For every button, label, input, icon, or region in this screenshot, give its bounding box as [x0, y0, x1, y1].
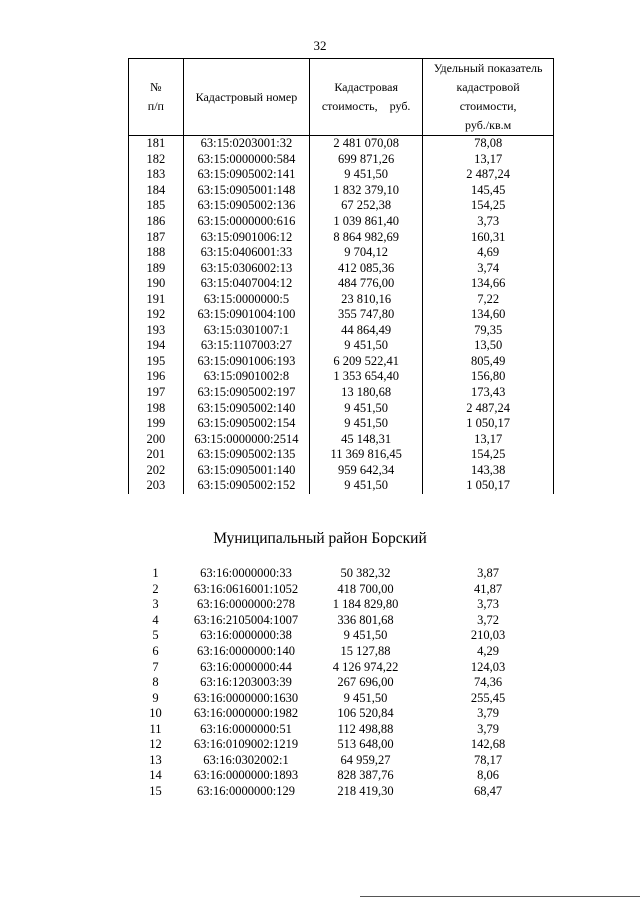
- row-number: 199: [129, 416, 184, 432]
- cadastral-number: 63:15:0000000:2514: [183, 431, 309, 447]
- cadastral-number: 63:15:0306002:13: [183, 260, 309, 276]
- cadastral-number: 63:15:0901006:193: [183, 354, 309, 370]
- header-value-line3: руб.: [389, 99, 411, 113]
- cadastral-number: 63:15:0905002:154: [183, 416, 309, 432]
- header-specific-line4: руб./кв.м: [465, 118, 512, 132]
- cadastral-value: 11 369 816,45: [310, 447, 423, 463]
- table-row: [129, 400, 554, 416]
- specific-indicator: 145,45: [423, 183, 554, 199]
- table-row: [128, 675, 554, 691]
- row-number: 4: [152, 612, 159, 627]
- specific-indicator: 805,49: [423, 354, 554, 370]
- table-row: [129, 369, 554, 385]
- section-title: Муниципальный район Борский: [213, 530, 427, 547]
- table-row: [128, 644, 554, 660]
- table-row: [129, 291, 554, 307]
- row-number: 182: [129, 152, 184, 168]
- specific-indicator: 78,08: [423, 136, 554, 152]
- table-row: [129, 245, 554, 261]
- cadastral-number: 63:16:0000000:51: [200, 721, 292, 736]
- cadastral-number: 63:15:0000000:616: [183, 214, 309, 230]
- cadastral-number: 63:15:0406001:33: [183, 245, 309, 261]
- cadastral-number: 63:16:0000000:38: [200, 628, 292, 643]
- cadastral-value: 44 864,49: [310, 323, 423, 339]
- table-row: [129, 447, 554, 463]
- specific-indicator: 142,68: [470, 737, 506, 752]
- table-row: [128, 706, 554, 722]
- table-row: [129, 478, 554, 494]
- cadastral-number: 63:16:0616001:1052: [193, 581, 299, 596]
- row-number: 203: [129, 478, 184, 494]
- section-table-body: [128, 566, 554, 799]
- table-body: [129, 136, 554, 494]
- specific-indicator: 134,66: [423, 276, 554, 292]
- cadastral-table: [128, 58, 554, 494]
- row-number: 15: [149, 783, 162, 798]
- cadastral-number: 63:15:0905002:141: [183, 167, 309, 183]
- specific-indicator: 41,87: [473, 581, 503, 596]
- row-number: 187: [129, 229, 184, 245]
- table-row: [129, 354, 554, 370]
- row-number: 189: [129, 260, 184, 276]
- header-specific-line1: Удельный показатель: [433, 61, 543, 75]
- cadastral-number: 63:15:0000000:584: [183, 152, 309, 168]
- row-number: 194: [129, 338, 184, 354]
- specific-indicator: 124,03: [470, 659, 506, 674]
- table-row: [128, 628, 554, 644]
- table-row: [128, 737, 554, 753]
- cadastral-value: 267 696,00: [337, 675, 394, 690]
- row-number: 8: [152, 675, 159, 690]
- cadastral-number: 63:15:0407004:12: [183, 276, 309, 292]
- section-table: [128, 566, 554, 799]
- cadastral-value: 828 387,76: [337, 768, 394, 783]
- table-row: [128, 784, 554, 800]
- cadastral-value: 1 353 654,40: [310, 369, 423, 385]
- row-number: 193: [129, 323, 184, 339]
- table-row: [129, 385, 554, 401]
- specific-indicator: 154,25: [423, 447, 554, 463]
- cadastral-number: 63:16:0000000:1982: [193, 706, 299, 721]
- specific-indicator: 1 050,17: [423, 478, 554, 494]
- cadastral-value: 6 209 522,41: [310, 354, 423, 370]
- table-row: [129, 323, 554, 339]
- cadastral-value: 1 039 861,40: [310, 214, 423, 230]
- row-number: 6: [152, 644, 159, 658]
- specific-indicator: 143,38: [423, 462, 554, 478]
- row-number: 13: [149, 752, 162, 767]
- row-number: 11: [149, 721, 162, 736]
- cadastral-number: 63:15:0905002:152: [183, 478, 309, 494]
- specific-indicator: 8,06: [477, 768, 499, 783]
- cadastral-value: 23 810,16: [310, 291, 423, 307]
- cadastral-value: 45 148,31: [310, 431, 423, 447]
- header-num-line2: п/п: [147, 99, 164, 113]
- cadastral-value: 959 642,34: [310, 462, 423, 478]
- row-number: 12: [149, 737, 162, 752]
- table-row: [129, 183, 554, 199]
- table-row: [129, 214, 554, 230]
- specific-indicator: 79,35: [423, 323, 554, 339]
- row-number: 190: [129, 276, 184, 292]
- cadastral-number: 63:15:0905001:148: [183, 183, 309, 199]
- cadastral-value: 9 451,50: [310, 416, 423, 432]
- row-number: 196: [129, 369, 184, 385]
- cadastral-number: 63:16:2105004:1007: [193, 612, 299, 627]
- specific-indicator: 3,74: [423, 260, 554, 276]
- row-number: 5: [152, 628, 159, 643]
- cadastral-number: 63:16:0109002:1219: [193, 737, 299, 752]
- cadastral-number: 63:15:0905002:140: [183, 400, 309, 416]
- table-row: [129, 260, 554, 276]
- specific-indicator: 4,29: [477, 644, 499, 658]
- specific-indicator: 156,80: [423, 369, 554, 385]
- cadastral-value: 513 648,00: [337, 737, 394, 752]
- cadastral-value: 15 127,88: [340, 644, 391, 658]
- specific-indicator: 4,69: [423, 245, 554, 261]
- cadastral-number: 63:16:0000000:278: [197, 597, 295, 612]
- table-row: [128, 753, 554, 769]
- cadastral-value: 9 451,50: [343, 628, 388, 643]
- table-row: [129, 198, 554, 214]
- cadastral-number: 63:16:0000000:1893: [193, 768, 299, 783]
- specific-indicator: 2 487,24: [423, 167, 554, 183]
- specific-indicator: 3,87: [477, 566, 499, 581]
- table-header: [129, 59, 554, 136]
- bottom-rule: [360, 896, 640, 897]
- cadastral-number: 63:16:0000000:1630: [193, 690, 299, 705]
- row-number: 14: [149, 768, 162, 783]
- header-specific-indicator: [423, 59, 554, 136]
- cadastral-number: 63:16:0000000:33: [200, 566, 292, 581]
- row-number: 183: [129, 167, 184, 183]
- row-number: 197: [129, 385, 184, 401]
- specific-indicator: 13,50: [423, 338, 554, 354]
- table-row: [128, 768, 554, 784]
- specific-indicator: 7,22: [423, 291, 554, 307]
- table-row: [129, 307, 554, 323]
- row-number: 191: [129, 291, 184, 307]
- cadastral-number: 63:16:0302002:1: [203, 752, 289, 767]
- cadastral-value: 1 184 829,80: [332, 597, 399, 612]
- header-cadastral-number: Кадастровый номер: [183, 59, 309, 136]
- cadastral-number: 63:15:0905002:197: [183, 385, 309, 401]
- specific-indicator: 3,73: [477, 597, 499, 612]
- cadastral-value: 1 832 379,10: [310, 183, 423, 199]
- specific-indicator: 13,17: [423, 431, 554, 447]
- page-number: 32: [313, 38, 327, 53]
- cadastral-value: 67 252,38: [310, 198, 423, 214]
- cadastral-number: 63:15:0901006:12: [183, 229, 309, 245]
- row-number: 186: [129, 214, 184, 230]
- table-row: [129, 152, 554, 168]
- specific-indicator: 3,72: [477, 612, 499, 627]
- table-row: [129, 229, 554, 245]
- cadastral-number: 63:15:0301007:1: [183, 323, 309, 339]
- row-number: 3: [152, 597, 159, 612]
- row-number: 181: [129, 136, 184, 152]
- cadastral-number: 63:15:0000000:5: [183, 291, 309, 307]
- row-number: 185: [129, 198, 184, 214]
- specific-indicator: 68,47: [473, 783, 503, 798]
- specific-indicator: 3,79: [477, 706, 499, 721]
- row-number: 202: [129, 462, 184, 478]
- specific-indicator: 13,17: [423, 152, 554, 168]
- specific-indicator: 173,43: [423, 385, 554, 401]
- cadastral-number: 63:15:0901004:100: [183, 307, 309, 323]
- cadastral-value: 355 747,80: [310, 307, 423, 323]
- table-row: [128, 659, 554, 675]
- cadastral-value: 9 451,50: [310, 167, 423, 183]
- cadastral-number: 63:15:1107003:27: [183, 338, 309, 354]
- table-row: [128, 566, 554, 582]
- header-value-line2: стоимость,: [321, 99, 378, 113]
- specific-indicator: 160,31: [423, 229, 554, 245]
- specific-indicator: 2 487,24: [423, 400, 554, 416]
- cadastral-number: 63:15:0203001:32: [183, 136, 309, 152]
- cadastral-value: 9 451,50: [310, 478, 423, 494]
- cadastral-value: 484 776,00: [310, 276, 423, 292]
- specific-indicator: 3,79: [477, 721, 499, 736]
- cadastral-value: 8 864 982,69: [310, 229, 423, 245]
- row-number: 7: [152, 659, 159, 674]
- cadastral-number: 63:16:0000000:129: [197, 783, 295, 798]
- cadastral-value: 13 180,68: [310, 385, 423, 401]
- row-number: 195: [129, 354, 184, 370]
- cadastral-value: 9 451,50: [343, 690, 388, 705]
- cadastral-value: 112 498,88: [337, 721, 394, 736]
- table-row: [128, 582, 554, 598]
- header-specific-line3: стоимости,: [459, 99, 517, 113]
- specific-indicator: 255,45: [470, 690, 506, 705]
- table-row: [128, 613, 554, 629]
- cadastral-value: 106 520,84: [337, 706, 394, 721]
- row-number: 184: [129, 183, 184, 199]
- cadastral-value: 218 419,30: [337, 783, 394, 798]
- cadastral-value: 699 871,26: [310, 152, 423, 168]
- cadastral-number: 63:16:0000000:140: [197, 644, 295, 658]
- cadastral-value: 2 481 070,08: [310, 136, 423, 152]
- header-specific-line2: кадастровой: [456, 80, 520, 94]
- header-num-line1: №: [150, 80, 162, 94]
- cadastral-number: 63:16:0000000:44: [200, 659, 292, 674]
- cadastral-value: 64 959,27: [340, 752, 391, 767]
- row-number: 201: [129, 447, 184, 463]
- cadastral-number: 63:15:0905002:136: [183, 198, 309, 214]
- specific-indicator: 210,03: [470, 628, 506, 643]
- table-row: [129, 167, 554, 183]
- table-row: [129, 276, 554, 292]
- row-number: 9: [152, 690, 159, 705]
- table-row: [128, 690, 554, 706]
- row-number: 1: [152, 566, 159, 581]
- specific-indicator: 3,73: [423, 214, 554, 230]
- cadastral-value: 4 126 974,22: [332, 659, 399, 674]
- row-number: 200: [129, 431, 184, 447]
- row-number: 192: [129, 307, 184, 323]
- header-num: [129, 59, 184, 136]
- specific-indicator: 154,25: [423, 198, 554, 214]
- table-row: [128, 721, 554, 737]
- header-cadastral-value: [310, 59, 423, 136]
- table-row: [129, 416, 554, 432]
- table-row: [128, 597, 554, 613]
- specific-indicator: 1 050,17: [423, 416, 554, 432]
- cadastral-value: 9 451,50: [310, 338, 423, 354]
- header-value-line1: Кадастровая: [334, 80, 398, 94]
- cadastral-value: 9 451,50: [310, 400, 423, 416]
- cadastral-number: 63:15:0905002:135: [183, 447, 309, 463]
- cadastral-value: 50 382,32: [340, 566, 391, 581]
- cadastral-number: 63:15:0905001:140: [183, 462, 309, 478]
- specific-indicator: 78,17: [473, 752, 503, 767]
- table-row: [129, 462, 554, 478]
- specific-indicator: 74,36: [473, 675, 503, 690]
- row-number: 10: [149, 706, 162, 721]
- table-row: [129, 431, 554, 447]
- table-row: [129, 136, 554, 152]
- table-row: [129, 338, 554, 354]
- cadastral-number: 63:16:1203003:39: [200, 675, 292, 690]
- cadastral-number: 63:15:0901002:8: [183, 369, 309, 385]
- row-number: 198: [129, 400, 184, 416]
- row-number: 188: [129, 245, 184, 261]
- specific-indicator: 134,60: [423, 307, 554, 323]
- cadastral-value: 412 085,36: [310, 260, 423, 276]
- cadastral-value: 9 704,12: [310, 245, 423, 261]
- row-number: 2: [152, 581, 159, 596]
- cadastral-value: 418 700,00: [337, 581, 394, 596]
- cadastral-value: 336 801,68: [337, 612, 394, 627]
